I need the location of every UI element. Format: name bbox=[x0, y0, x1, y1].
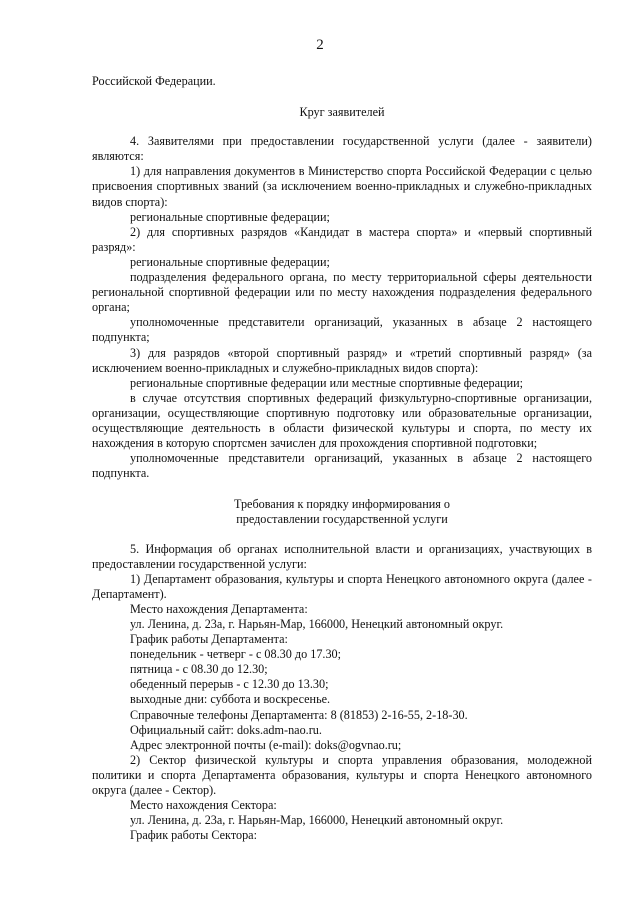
paragraph: региональные спортивные федерации; bbox=[130, 209, 330, 224]
paragraph: в случае отсутствия спортивных федераций физкультурно-спортивные организации, организации, осуществляющие спортивную подготовку или образовательные организации, осуществляющие деятельность в области физической культуры и спорта, по месту их нахождения в которую спортсмен зачислен для прохождения спортивной подготовки; bbox=[92, 390, 592, 451]
paragraph: 2) для спортивных разрядов «Кандидат в мастера спорта» и «первый спортивный разряд»: bbox=[92, 224, 592, 254]
paragraph: 1) Департамент образования, культуры и спорта Ненецкого автономного округа (далее - Департамент). bbox=[92, 571, 592, 601]
section-heading-applicants: Круг заявителей bbox=[299, 105, 385, 120]
paragraph: ул. Ленина, д. 23а, г. Нарьян-Мар, 166000, Ненецкий автономный округ. bbox=[130, 617, 504, 631]
paragraph: уполномоченные представители организаций, указанных в абзаце 2 настоящего подпункта. bbox=[92, 451, 592, 481]
paragraph: понедельник - четверг - с 08.30 до 17.30; bbox=[130, 647, 342, 662]
paragraph: пятница - с 08.30 до 12.30; bbox=[130, 662, 268, 677]
paragraph: региональные спортивные федерации или местные спортивные федерации; bbox=[130, 375, 524, 390]
paragraph: Официальный сайт: doks.adm-nao.ru. bbox=[130, 722, 322, 737]
paragraph: Справочные телефоны Департамента: 8 (81853) 2-16-55, 2-18-30. bbox=[130, 707, 468, 722]
paragraph: уполномоченные представители организаций, указанных в абзаце 2 настоящего подпункта; bbox=[92, 315, 592, 345]
requirements-section bbox=[92, 542, 592, 844]
paragraph: График работы Департамента: bbox=[130, 632, 288, 647]
paragraph: 3) для разрядов «второй спортивный разряд» и «третий спортивный разряд» (за исключением военно-прикладных и служебно-прикладных видов спорта): bbox=[92, 345, 592, 375]
paragraph: Адрес электронной почты (e-mail): doks@ogvnao.ru; bbox=[130, 737, 402, 752]
section-heading-requirements-line2: предоставлении государственной услуги bbox=[236, 512, 448, 527]
paragraph: Место нахождения Сектора: bbox=[130, 798, 277, 813]
paragraph: Место нахождения Департамента: bbox=[130, 601, 308, 616]
paragraph: 1) для направления документов в Министерство спорта Российской Федерации с целью присвоения спортивных званий (за исключением военно-прикладных и служебно-прикладных видов спорта): bbox=[92, 164, 592, 209]
intro-line: Российской Федерации. bbox=[92, 74, 216, 88]
paragraph: 2) Сектор физической культуры и спорта управления образования, молодежной политики и спорта Департамента образования, культуры и спорта Ненецкого автономного округа (далее - Сектор). bbox=[92, 752, 592, 798]
page-number: 2 bbox=[316, 37, 324, 53]
paragraph: выходные дни: суббота и воскресенье. bbox=[130, 692, 331, 707]
paragraph: График работы Сектора: bbox=[130, 828, 257, 843]
paragraph: обеденный перерыв - с 12.30 до 13.30; bbox=[130, 677, 329, 692]
paragraph: подразделения федерального органа, по месту территориальной сферы деятельности региональной спортивной федерации или по месту нахождения подразделения федерального органа; bbox=[92, 270, 592, 315]
document-body bbox=[92, 74, 592, 843]
paragraph: 4. Заявителями при предоставлении государственной услуги (далее - заявители) являются: bbox=[92, 134, 592, 164]
paragraph: региональные спортивные федерации; bbox=[130, 254, 330, 269]
applicants-section bbox=[92, 134, 592, 481]
paragraph: 5. Информация об органах исполнительной власти и организациях, участвующих в предоставлении государственной услуги: bbox=[92, 541, 592, 571]
paragraph: ул. Ленина, д. 23а, г. Нарьян-Мар, 166000, Ненецкий автономный округ. bbox=[130, 813, 504, 828]
section-heading-requirements-line1: Требования к порядку информирования о bbox=[233, 497, 450, 512]
